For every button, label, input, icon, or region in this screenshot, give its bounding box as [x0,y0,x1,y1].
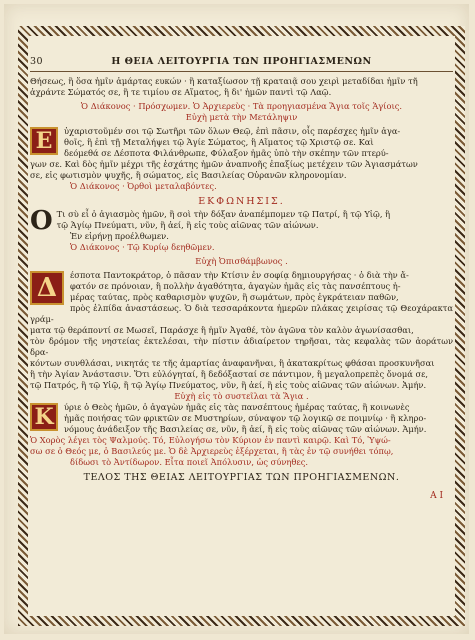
text-line: ύριε ὁ Θεὸς ἡμῶν, ὁ ἀγαγὼν ἡμᾶς εἰς τὰς πανσέπτους ἡμέρας ταύτας, ἢ κοινωνὲς [64,402,410,412]
text-line: ὐχαριστοῦμέν σοι τῷ Σωτῆρι τῶν ὅλων Θεῷ, ἐπὶ πᾶσιν, οἷς παρέσχες ἡμῖν ἀγα- [64,126,401,136]
rubric-1b: Εὐχὴ μετὰ τὴν Μετάληψιν [185,112,298,122]
text-line: Τι σὺ εἶ ὁ ἁγιασμὸς ἡμῶν, ἢ σοὶ τὴν δόξαν ἀναπέμπομεν τῷ Πατρί, ἢ τῷ Υἱῷ, ἢ [56,209,391,219]
text-line: δεόμεθά σε Δέσποτα Φιλάνθρωπε, Φύλαξον ἡμᾶς ὑπὸ τὴν σκέπην τῶν πτερύ- [64,148,389,158]
prayer-1 [30,126,453,181]
text-line: Ἐν εἰρήνῃ προέλθωμεν. [70,231,169,241]
rubric-2: Ὁ Διάκονος · Ὀρθοὶ μεταλαβόντες. [70,181,217,191]
text-line: ἡμᾶς ποιήσας τῶν φρικτῶν σε Μυστηρίων, σύναψον τῷ λογικῷ σε ποιμνίῳ · ἢ κληρο- [64,413,427,423]
finis-heading: ΤΕΛΟΣ ΤΗΣ ΘΕΙΑΣ ΛΕΙΤΟΥΡΓΙΑΣ ΤΩΝ ΠΡΟΗΓΙΑΣΜΕΝΩΝ. [83,472,400,483]
text-line: έσποτα Παντοκράτορ, ὁ πᾶσαν τὴν Κτίσιν ἐν σοφίᾳ δημιουργήσας · ὁ διὰ τὴν ἄ- [70,270,409,280]
text-line: Ὁ Χορὸς λέγει τὸς Ψαλμούς. Τό, Εὐλογήσω τὸν Κύριον ἐν παντὶ καιρῷ. Καὶ Τό, Ὑψώ- [30,435,391,445]
drop-cap-initial: Κ [30,403,58,431]
text-line: γων σε. Καὶ δὸς ἡμῖν μέχρι τῆς ἐσχάτης ἡμῶν ἀναπνοῆς ἐπαξίως μετέχειν τῶν Ἁγιασμάτων [30,159,418,169]
drop-cap-initial: Ε [30,127,58,155]
rubric-5 [30,435,453,468]
text-line: Ὁ Διάκονος · Τῷ Κυρίῳ δεηθῶμεν. [70,242,215,252]
text-line: σε, εἰς φωτισμὸν ψυχῆς, ἢ σώματος, εἰς Βασιλείας Οὐρανῶν κληρονομίαν. [30,170,347,180]
paragraph-1 [30,76,453,98]
text-line: φατόν σε πρόνοιαν, ἢ πολλὴν ἀγαθότητα, ἀγαγὼν ἡμᾶς εἰς τὰς πανσέπτους ἡ- [70,281,401,291]
text-line: ἀχράντε Σώματός σε, ἢ τε τιμίου σε Αἵματος, ἢ δι' ἡμῶν παντὶ τῷ Λαῷ. [30,87,332,97]
text-line: θοῖς, ἢ ἐπὶ τῇ Μεταλήψει τῷ Ἁγίε Σώματος, ἢ Αἵματος τῷ Χριστῷ σε. Καὶ [64,137,374,147]
prayer-3 [30,402,453,435]
large-initial: Ο [30,206,53,236]
page [4,4,469,634]
text-line: σω σε ὁ Θεός με, ὁ Βασιλεύς με. Ὁ δὲ Ἀρχιερεὺς ἐξέρχεται, ἢ τὰς ἐν τῷ συνήθει τόπῳ, [30,446,394,456]
running-header [30,56,453,67]
header-rule [30,71,453,72]
page-content [30,38,453,614]
text-line: πρὸς ἐλπίδα ἀναστάσεως. Ὁ διὰ τεσσαράκοντα ἡμερῶν πλάκας χειρίσας τῷ Θεοχάρακτα γράμ- [30,303,453,324]
drop-cap-initial: Δ [30,271,64,305]
running-title: Η ΘΕΙΑ ΛΕΙΤΟΥΡΓΙΑ ΤΩΝ ΠΡΟΗΓΙΑΣΜΕΝΩΝ [111,56,372,67]
text-line: τῷ Ἁγίῳ Πνεύματι, νῦν, ἢ ἀεί, ἢ εἰς τοὺς αἰῶνας τῶν αἰώνων. [56,220,319,230]
rubric-4: Εὐχὴ εἰς τὸ συστεῖλαι τὰ Ἅγια . [174,391,309,401]
text-line: νόμους ἀνάδειξον τῆς Βασιλείας σε, νῦν, ἢ ἀεί, ἢ εἰς τοὺς αἰῶνας τῶν αἰώνων. Ἀμήν. [64,424,427,434]
ekphonesis-text [30,206,453,253]
text-line: Θήσεως, ἢ ὅσα ἡμῖν ἁμάρτας ευκών · ἢ καταξίωσον τῇ κραταιᾷ σου χειρὶ μεταδίδαι ἡμῖν τῆ [30,76,418,86]
prayer-2 [30,270,453,391]
text-line: δίδωσι τὸ Ἀντίδωρον. Εἶτα ποιεῖ Ἀπόλυσιν, ὡς σύνηθες. [70,457,308,467]
signature-mark: Α Ι [430,491,443,501]
text-line: μέρας ταύτας, πρὸς καθαρισμὸν ψυχῶν, ἢ σωμάτων, πρὸς ἐγκράτειαν παθῶν, [70,292,399,302]
text-line: τὸν δρόμον τῆς νηστείας ἐκτελέσαι, τὴν πίστιν ἀδιαίρετον τηρῆσαι, τὰς κεφαλὰς τῶν ἀοράτων δρα- [30,336,453,357]
text-line: ματα τῷ θεράποντί σε Μωσεῖ, Παράσχε ἢ ἡμῖν Ἀγαθέ, τὸν ἀγῶνα τὸν καλὸν ἀγωνίσασθαι, [30,325,414,335]
rubric-1: Ὁ Διάκονος · Πρόσχωμεν. Ὁ Ἀρχιερεὺς · Τὰ προηγιασμένα Ἅγια τοῖς Ἁγίοις. [80,101,403,111]
text-line: ἢ τὴν Ἁγίαν Ἀνάστασιν. Ὅτι εὐλόγηταί, ἢ δεδόξασταί σε πάντιμον, ἢ μεγαλοπρεπὲς ὄνομά σε, [30,369,429,379]
page-number: 30 [30,56,44,67]
rubric-3: Εὐχὴ Ὀπισθάμβωνος . [195,256,288,266]
ekphonesis-heading: ΕΚΦΩΝΗΣΙΣ. [198,196,285,207]
text-line: τῷ Πατρός, ἢ τῷ Υἱῷ, ἢ τῷ Ἁγίῳ Πνεύματος, νῦν, ἢ ἀεί, ἢ εἰς τοὺς αἰῶνας τῶν αἰώνων. Ἀμήν. [30,380,427,390]
text-line: κόντων συνθλάσαι, νικητάς τε τῆς ἁμαρτίας ἀναφανῆναι, ἢ ἀκατακρίτως φθάσαι προσκυνῆσαι [30,358,435,368]
